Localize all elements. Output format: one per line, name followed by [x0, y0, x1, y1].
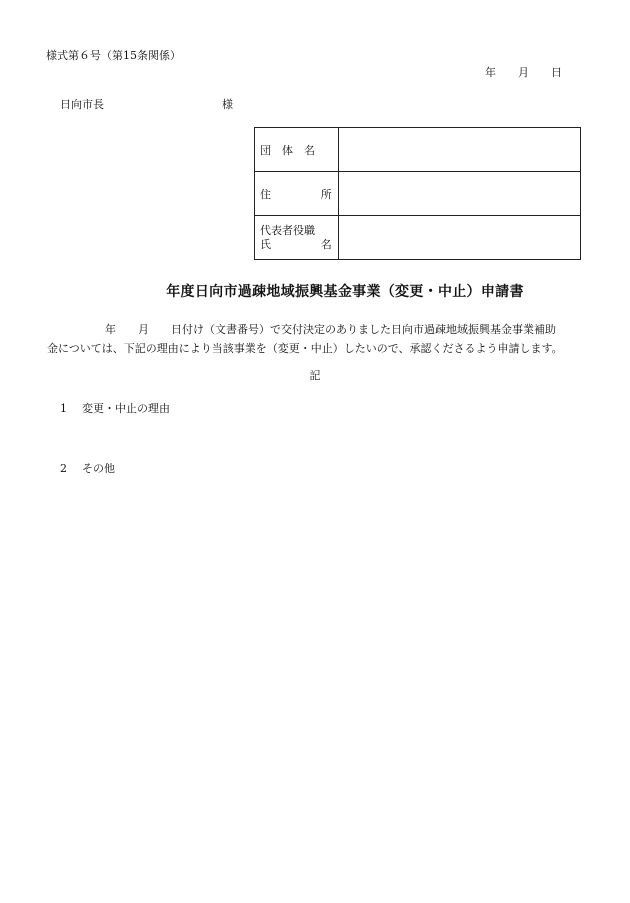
rep-label-line2-b: 名 — [320, 237, 332, 251]
rep-label-line1: 代表者役職 — [260, 223, 315, 237]
rep-label-line2-a: 氏 — [260, 237, 271, 251]
item-reason-label: 変更・中止の理由 — [82, 402, 170, 415]
representative-field[interactable] — [338, 216, 580, 260]
group-name-row — [255, 128, 581, 172]
ki-heading: 記 — [309, 369, 321, 382]
address-label — [255, 172, 339, 216]
item-other — [60, 460, 115, 476]
address-label-2: 所 — [320, 187, 332, 201]
item-other-label: その他 — [82, 462, 115, 475]
recipient-name: 日向市長 — [60, 98, 104, 111]
date-month: 月 — [518, 66, 529, 79]
item-reason — [60, 400, 170, 416]
item-reason-number: 1 — [60, 402, 67, 415]
form-number: 様式第６号（第15条関係） — [46, 49, 181, 62]
document-title — [0, 281, 630, 301]
representative-row — [255, 216, 581, 260]
group-name-field[interactable] — [338, 128, 580, 172]
body-line-1: 年 月 日付け（文書番号）で交付決定のありました日向市過疎地域振興基金事業補助 — [105, 323, 556, 336]
body-line-2: 金については、下記の理由により当該事業を（変更・中止）したいので、承認くださるよう申請します。 — [47, 342, 563, 355]
document-title-text: 年度日向市過疎地域振興基金事業（変更・中止）申請書 — [166, 284, 524, 300]
date-day: 日 — [551, 66, 562, 79]
group-name-label-text: 団 体 名 — [260, 143, 315, 157]
representative-label — [255, 216, 339, 260]
address-field[interactable] — [338, 172, 580, 216]
group-name-label — [255, 128, 339, 172]
applicant-table — [254, 127, 581, 260]
body-text — [47, 320, 587, 358]
address-label-1: 住 — [260, 187, 271, 201]
date-year: 年 — [485, 66, 496, 79]
recipient-honorific: 様 — [222, 98, 233, 111]
recipient — [60, 96, 233, 112]
date-line — [485, 64, 562, 80]
address-row — [255, 172, 581, 216]
item-other-number: 2 — [60, 462, 67, 475]
